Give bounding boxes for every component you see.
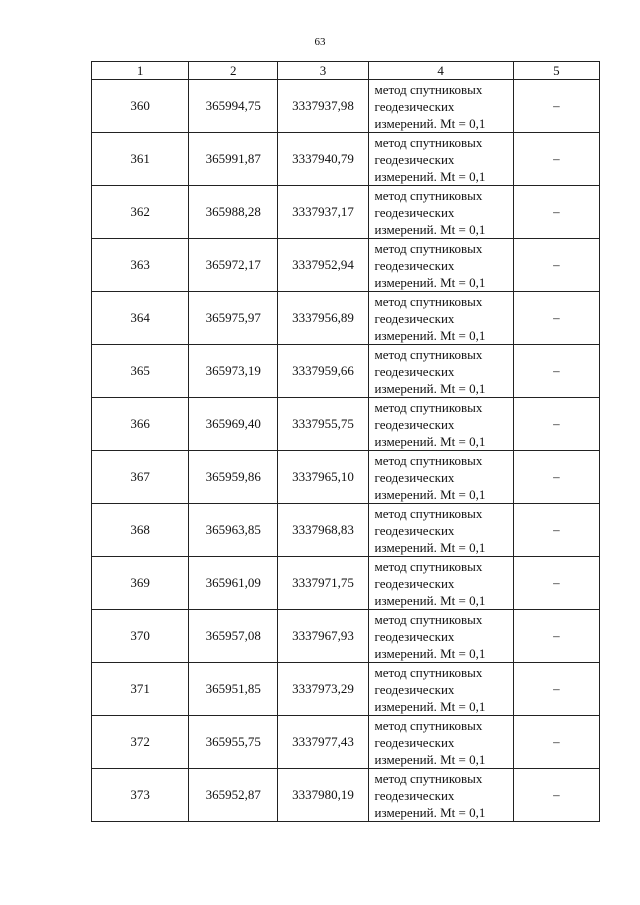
x-coordinate-cell: 365955,75 <box>189 716 278 769</box>
method-cell <box>368 133 513 186</box>
method-line-3: измерений. Mt = 0,1 <box>374 380 486 396</box>
method-line-2: геодезических <box>374 151 455 167</box>
method-line-2: геодезических <box>374 310 455 326</box>
table-body <box>92 80 600 822</box>
y-coordinate-cell: 3337965,10 <box>278 451 368 504</box>
point-number-cell: 360 <box>92 80 189 133</box>
point-number-cell: 372 <box>92 716 189 769</box>
note-cell: – <box>513 80 599 133</box>
x-coordinate-cell: 365994,75 <box>189 80 278 133</box>
point-number-cell: 364 <box>92 292 189 345</box>
table-row <box>92 451 600 504</box>
method-line-2: геодезических <box>374 204 455 220</box>
method-line-3: измерений. Mt = 0,1 <box>374 751 486 767</box>
method-line-2: геодезических <box>374 681 455 697</box>
method-line-2: геодезических <box>374 734 455 750</box>
method-cell <box>368 451 513 504</box>
x-coordinate-cell: 365972,17 <box>189 239 278 292</box>
x-coordinate-cell: 365952,87 <box>189 769 278 822</box>
x-coordinate-cell: 365961,09 <box>189 557 278 610</box>
method-line-3: измерений. Mt = 0,1 <box>374 698 486 714</box>
note-cell: – <box>513 716 599 769</box>
table-row <box>92 716 600 769</box>
table-row <box>92 345 600 398</box>
method-cell <box>368 80 513 133</box>
method-line-1: метод спутниковых <box>374 611 483 627</box>
method-line-3: измерений. Mt = 0,1 <box>374 327 486 343</box>
method-line-1: метод спутниковых <box>374 399 483 415</box>
point-number-cell: 367 <box>92 451 189 504</box>
note-cell: – <box>513 557 599 610</box>
method-line-3: измерений. Mt = 0,1 <box>374 804 486 820</box>
note-cell: – <box>513 345 599 398</box>
note-cell: – <box>513 292 599 345</box>
point-number-cell: 371 <box>92 663 189 716</box>
note-cell: – <box>513 186 599 239</box>
method-line-3: измерений. Mt = 0,1 <box>374 486 486 502</box>
point-number-cell: 369 <box>92 557 189 610</box>
method-cell <box>368 345 513 398</box>
point-number-cell: 366 <box>92 398 189 451</box>
point-number-cell: 368 <box>92 504 189 557</box>
y-coordinate-cell: 3337956,89 <box>278 292 368 345</box>
method-line-2: геодезических <box>374 416 455 432</box>
page-number: 63 <box>314 36 326 48</box>
x-coordinate-cell: 365988,28 <box>189 186 278 239</box>
method-line-2: геодезических <box>374 363 455 379</box>
y-coordinate-cell: 3337952,94 <box>278 239 368 292</box>
method-cell <box>368 769 513 822</box>
method-cell <box>368 716 513 769</box>
y-coordinate-cell: 3337967,93 <box>278 610 368 663</box>
method-cell <box>368 292 513 345</box>
method-line-1: метод спутниковых <box>374 81 483 97</box>
method-line-1: метод спутниковых <box>374 134 483 150</box>
method-line-2: геодезических <box>374 98 455 114</box>
method-cell <box>368 663 513 716</box>
method-cell <box>368 186 513 239</box>
x-coordinate-cell: 365969,40 <box>189 398 278 451</box>
y-coordinate-cell: 3337937,98 <box>278 80 368 133</box>
note-cell: – <box>513 504 599 557</box>
method-line-1: метод спутниковых <box>374 187 483 203</box>
method-line-2: геодезических <box>374 522 455 538</box>
method-cell <box>368 557 513 610</box>
x-coordinate-cell: 365973,19 <box>189 345 278 398</box>
x-coordinate-cell: 365951,85 <box>189 663 278 716</box>
method-line-1: метод спутниковых <box>374 770 483 786</box>
coordinates-table <box>91 61 600 822</box>
method-line-3: измерений. Mt = 0,1 <box>374 115 486 131</box>
y-coordinate-cell: 3337940,79 <box>278 133 368 186</box>
y-coordinate-cell: 3337955,75 <box>278 398 368 451</box>
method-line-3: измерений. Mt = 0,1 <box>374 221 486 237</box>
header-col-2: 2 <box>189 62 278 80</box>
method-cell <box>368 610 513 663</box>
method-cell <box>368 398 513 451</box>
note-cell: – <box>513 769 599 822</box>
note-cell: – <box>513 239 599 292</box>
x-coordinate-cell: 365957,08 <box>189 610 278 663</box>
table-row <box>92 398 600 451</box>
table-row <box>92 186 600 239</box>
point-number-cell: 363 <box>92 239 189 292</box>
note-cell: – <box>513 398 599 451</box>
method-line-2: геодезических <box>374 787 455 803</box>
method-line-1: метод спутниковых <box>374 664 483 680</box>
point-number-cell: 373 <box>92 769 189 822</box>
method-line-2: геодезических <box>374 257 455 273</box>
method-line-2: геодезических <box>374 575 455 591</box>
header-col-3: 3 <box>278 62 368 80</box>
method-cell <box>368 239 513 292</box>
note-cell: – <box>513 451 599 504</box>
header-col-4: 4 <box>368 62 513 80</box>
method-line-1: метод спутниковых <box>374 240 483 256</box>
note-cell: – <box>513 610 599 663</box>
table-row <box>92 504 600 557</box>
y-coordinate-cell: 3337977,43 <box>278 716 368 769</box>
point-number-cell: 365 <box>92 345 189 398</box>
header-col-5: 5 <box>513 62 599 80</box>
method-line-1: метод спутниковых <box>374 293 483 309</box>
x-coordinate-cell: 365975,97 <box>189 292 278 345</box>
table-row <box>92 557 600 610</box>
table-row <box>92 292 600 345</box>
y-coordinate-cell: 3337937,17 <box>278 186 368 239</box>
header-col-1: 1 <box>92 62 189 80</box>
table-row <box>92 239 600 292</box>
method-line-3: измерений. Mt = 0,1 <box>374 168 486 184</box>
method-line-3: измерений. Mt = 0,1 <box>374 592 486 608</box>
method-line-1: метод спутниковых <box>374 452 483 468</box>
table-row <box>92 610 600 663</box>
y-coordinate-cell: 3337968,83 <box>278 504 368 557</box>
table-row <box>92 769 600 822</box>
method-line-3: измерений. Mt = 0,1 <box>374 274 486 290</box>
method-line-1: метод спутниковых <box>374 346 483 362</box>
table-row <box>92 133 600 186</box>
method-line-1: метод спутниковых <box>374 717 483 733</box>
note-cell: – <box>513 133 599 186</box>
note-cell: – <box>513 663 599 716</box>
x-coordinate-cell: 365963,85 <box>189 504 278 557</box>
method-line-2: геодезических <box>374 628 455 644</box>
method-line-2: геодезических <box>374 469 455 485</box>
y-coordinate-cell: 3337980,19 <box>278 769 368 822</box>
x-coordinate-cell: 365991,87 <box>189 133 278 186</box>
y-coordinate-cell: 3337971,75 <box>278 557 368 610</box>
table-row <box>92 663 600 716</box>
x-coordinate-cell: 365959,86 <box>189 451 278 504</box>
y-coordinate-cell: 3337973,29 <box>278 663 368 716</box>
method-line-3: измерений. Mt = 0,1 <box>374 539 486 555</box>
table-row <box>92 80 600 133</box>
point-number-cell: 370 <box>92 610 189 663</box>
method-line-3: измерений. Mt = 0,1 <box>374 433 486 449</box>
point-number-cell: 361 <box>92 133 189 186</box>
method-line-3: измерений. Mt = 0,1 <box>374 645 486 661</box>
y-coordinate-cell: 3337959,66 <box>278 345 368 398</box>
table-header-row <box>92 62 600 80</box>
method-cell <box>368 504 513 557</box>
method-line-1: метод спутниковых <box>374 558 483 574</box>
method-line-1: метод спутниковых <box>374 505 483 521</box>
point-number-cell: 362 <box>92 186 189 239</box>
